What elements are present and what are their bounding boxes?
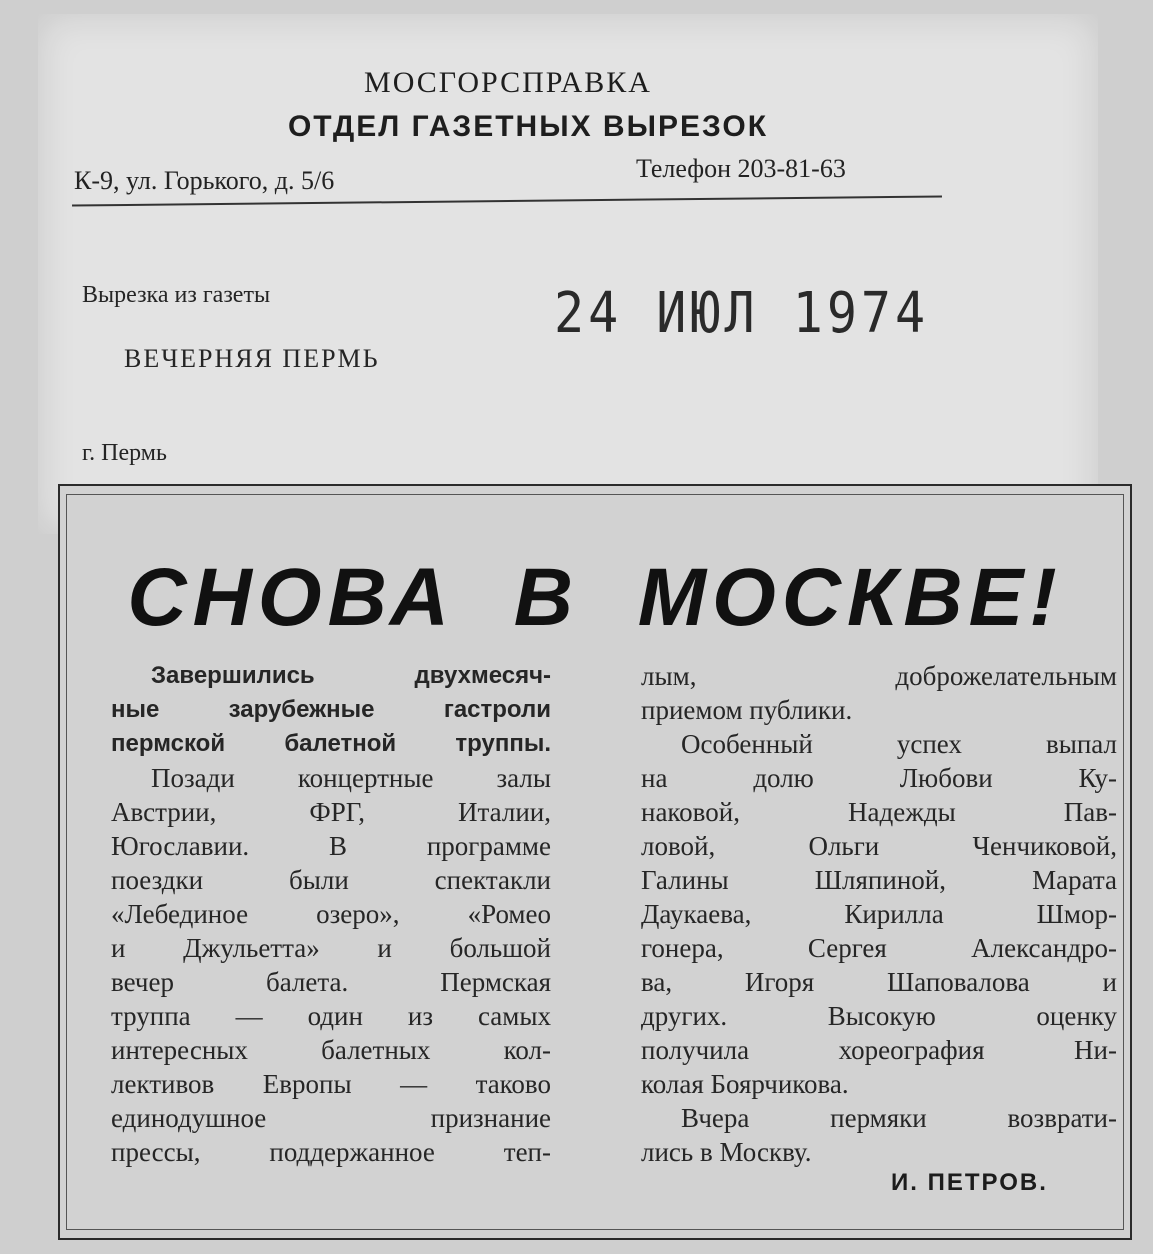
article-line: поездки были спектакли [111,865,551,895]
date-stamp: 24 ИЮЛ 1974 [554,280,930,346]
article-line: вечер балета. Пермская [111,967,551,997]
article-line: Югославии. В программе [111,831,551,861]
department-name: ОТДЕЛ ГАЗЕТНЫХ ВЫРЕЗОК [287,110,769,143]
article-line: и Джульетта» и большой [111,933,551,963]
organization-name: МОСГОРСПРАВКА [364,66,652,99]
article-headline: СНОВА В МОСКВЕ! [127,552,1063,643]
article-line: лым, доброжелательным [641,661,1117,691]
article-column-left [111,659,551,1169]
article-line: на долю Любови Ку- [641,763,1117,793]
article-line: Галины Шляпиной, Марата [641,865,1117,895]
article-column-right [641,659,1117,1169]
article-line: труппа — один из самых [111,1001,551,1031]
article-line: ва, Игоря Шаповалова и [641,967,1117,997]
newspaper-name: ВЕЧЕРНЯЯ ПЕРМЬ [124,344,380,373]
article-line: наковой, Надежды Пав- [641,797,1117,827]
article-line: ные зарубежные гастроли [111,696,551,723]
article-line: Особенный успех выпал [681,729,1117,759]
article-line: колая Боярчикова. [641,1069,849,1099]
phone: Телефон 203-81-63 [636,154,846,183]
address: К-9, ул. Горького, д. 5/6 [74,166,335,195]
article-line: Австрии, ФРГ, Италии, [111,797,551,827]
article-clipping [58,484,1132,1240]
article-line: пермской балетной труппы. [111,730,551,757]
article-line: других. Высокую оценку [641,1001,1117,1031]
clipping-label: Вырезка из газеты [82,282,271,308]
article-line: Вчера пермяки возврати- [681,1103,1117,1133]
article-author: И. ПЕТРОВ. [891,1169,1048,1196]
article-line: единодушное признание [111,1103,551,1133]
article-line: лись в Москву. [641,1137,812,1167]
article-line: Завершились двухмесяч- [151,662,551,689]
article-line: получила хореография Ни- [641,1035,1117,1065]
article-line: «Лебединое озеро», «Ромео [111,899,551,929]
article-line: Позади концертные залы [151,763,551,793]
article-frame [66,494,1124,1230]
header-slip [38,14,1098,534]
article-line: лективов Европы — таково [111,1069,551,1099]
article-line: гонера, Сергея Александро- [641,933,1117,963]
article-line: ловой, Ольги Ченчиковой, [641,831,1117,861]
article-line: прессы, поддержанное теп- [111,1137,551,1167]
header-divider [72,195,942,206]
newspaper-city: г. Пермь [82,440,167,466]
article-line: приемом публики. [641,695,853,725]
article-line: интересных балетных кол- [111,1035,551,1065]
article-line: Даукаева, Кирилла Шмор- [641,899,1117,929]
